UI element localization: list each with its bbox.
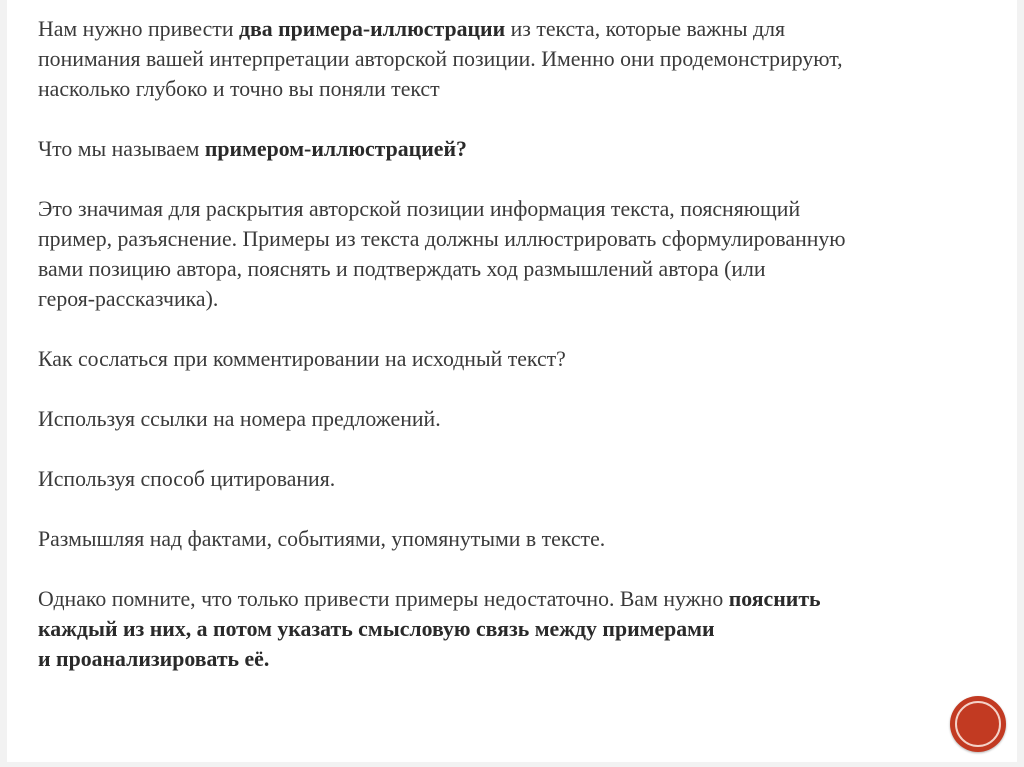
- paragraph-examples-text-end: из текста, которые важны для: [505, 17, 785, 41]
- paragraph-definition-line4: героя-рассказчика).: [38, 287, 219, 311]
- paragraph-examples-emphasis: два примера-иллюстрации: [238, 17, 506, 41]
- right-edge-band: [1017, 0, 1024, 767]
- slide-number-badge: [950, 696, 1006, 752]
- paragraph-definition: [38, 194, 998, 314]
- bottom-edge-band: [0, 762, 1024, 767]
- paragraph-conclusion-text: Однако помните, что только привести примеры недостаточно. Вам нужно: [38, 587, 729, 611]
- slide-body: [38, 14, 998, 674]
- paragraph-conclusion-emphasis-3: и проанализировать её.: [38, 647, 270, 671]
- left-edge-band: [0, 0, 7, 767]
- question-definition-text: Что мы называем: [38, 137, 205, 161]
- paragraph-definition-line3: вами позицию автора, пояснять и подтверждать ход размышлений автора (или: [38, 257, 766, 281]
- spacer: [38, 374, 998, 404]
- spacer: [38, 104, 998, 134]
- spacer: [38, 554, 998, 584]
- badge-ring-icon: [955, 701, 1001, 747]
- spacer: [38, 434, 998, 464]
- paragraph-conclusion-emphasis-1: пояснить: [728, 587, 821, 611]
- paragraph-examples-line2: понимания вашей интерпретации авторской позиции. Именно они продемонстрируют,: [38, 47, 843, 71]
- spacer: [38, 314, 998, 344]
- paragraph-examples-text: Нам нужно привести: [38, 17, 239, 41]
- paragraph-definition-line2: пример, разъяснение. Примеры из текста должны иллюстрировать сформулированную: [38, 227, 846, 251]
- question-reference: Как сослаться при комментировании на исходный текст?: [38, 347, 566, 371]
- method-quotation: Используя способ цитирования.: [38, 467, 336, 491]
- paragraph-conclusion-emphasis-2: каждый из них, а потом указать смысловую связь между примерами: [38, 617, 715, 641]
- method-reflection: Размышляя над фактами, событиями, упомянутыми в тексте.: [38, 527, 606, 551]
- paragraph-conclusion: [38, 584, 998, 674]
- paragraph-examples-line3: насколько глубоко и точно вы поняли текст: [38, 77, 440, 101]
- spacer: [38, 164, 998, 194]
- paragraph-examples: [38, 14, 998, 104]
- paragraph-definition-line1: Это значимая для раскрытия авторской позиции информация текста, поясняющий: [38, 197, 801, 221]
- question-definition: [38, 134, 998, 164]
- method-sentence-numbers: Используя ссылки на номера предложений.: [38, 407, 441, 431]
- question-definition-emphasis: примером-иллюстрацией?: [204, 137, 467, 161]
- spacer: [38, 494, 998, 524]
